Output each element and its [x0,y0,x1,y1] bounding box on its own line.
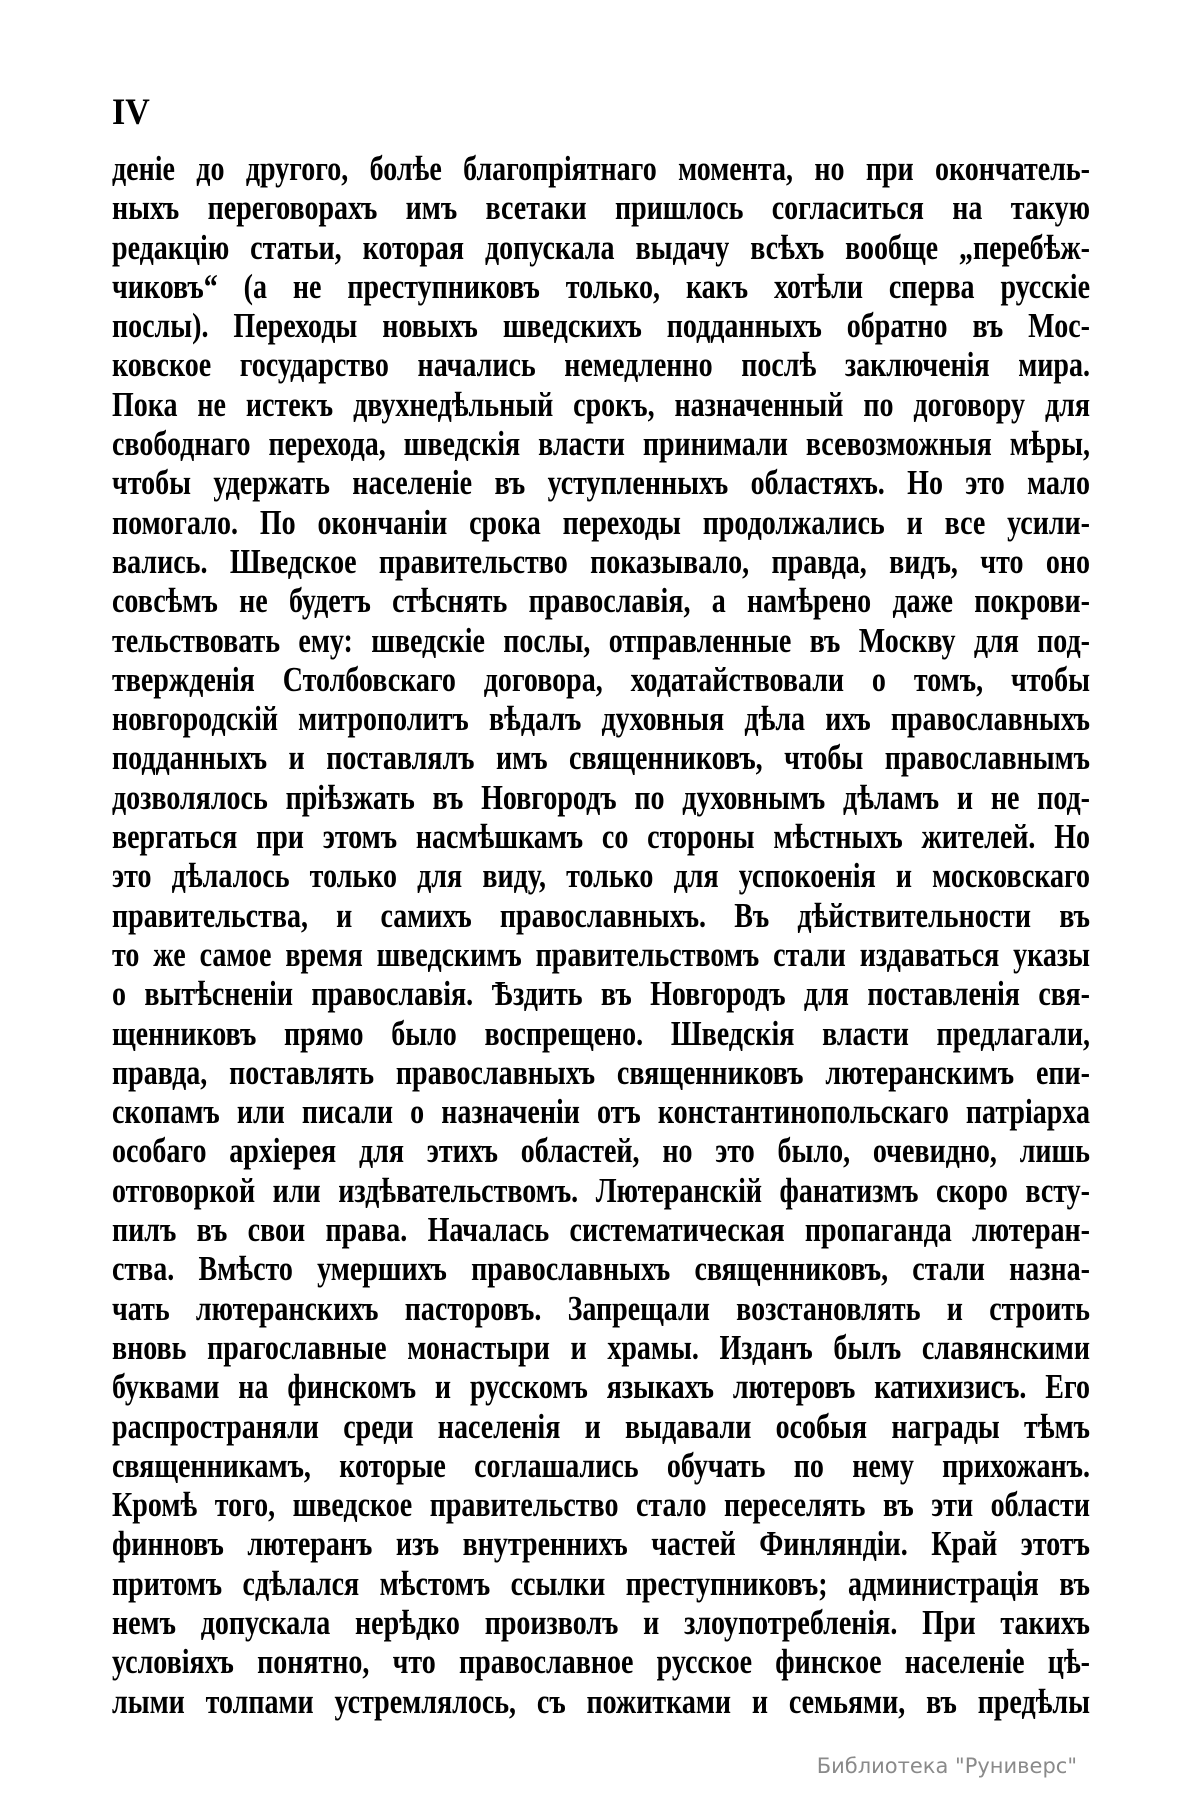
text-line: чтобы удержать населеніе въ уступленныхъ областяхъ. Но это мало [112,464,1090,504]
text-line: это дѣлалось только для виду, только для успокоенія и московскаго [112,857,1090,897]
text-line: ковское государство начались немедленно послѣ заключенія мира. [112,346,1090,386]
page-number: IV [112,92,150,133]
text-line: тельствовать ему: шведскіе послы, отправленные въ Москву для под- [112,621,1090,661]
text-line: особаго архіерея для этихъ областей, но это было, очевидно, лишь [112,1132,1090,1172]
text-line: ныхъ переговорахъ имъ всетаки пришлось согласиться на такую [112,189,1090,229]
library-watermark: Библиотека "Руниверс" [816,1754,1077,1778]
body-text [112,150,1090,1722]
text-line: лыми толпами устремлялось, съ пожитками и семьями, въ предѣлы [112,1682,1090,1722]
text-line: щенниковъ прямо было воспрещено. Шведскія власти предлагали, [112,1014,1090,1054]
text-line: притомъ сдѣлался мѣстомъ ссылки преступниковъ; администрація въ [112,1564,1090,1604]
text-line: правда, поставлять православныхъ священниковъ лютеранскимъ епи- [112,1053,1090,1093]
text-line: буквами на финскомъ и русскомъ языкахъ лютеровъ катихизисъ. Его [112,1368,1090,1408]
text-line: финновъ лютеранъ изъ внутреннихъ частей Финляндіи. Край этотъ [112,1525,1090,1565]
text-line: распространяли среди населенія и выдавали особыя награды тѣмъ [112,1407,1090,1447]
text-line: дозволялось пріѣзжать въ Новгородъ по духовнымъ дѣламъ и не под- [112,778,1090,818]
text-line: скопамъ или писали о назначеніи отъ константинопольскаго патріарха [112,1093,1090,1132]
text-line: чиковъ“ (а не преступниковъ только, какъ хотѣли сперва русскіе [112,267,1090,307]
text-line: вновь прагославные монастыри и храмы. Изданъ былъ славянскими [112,1328,1090,1368]
text-line: о вытѣсненіи православія. Ѣздить въ Новгородъ для поставленія свя- [112,975,1090,1015]
text-line: отговоркой или издѣвательствомъ. Лютеранскій фанатизмъ скоро всту- [112,1171,1090,1211]
text-line: вергаться при этомъ насмѣшкамъ со стороны мѣстныхъ жителей. Но [112,818,1090,857]
text-line: священникамъ, которые соглашались обучать по нему прихожанъ. [112,1446,1090,1486]
text-line: твержденія Столбовскаго договора, ходатайствовали о томъ, чтобы [112,660,1090,700]
text-line: редакцію статьи, которая допускала выдачу всѣхъ вообще „перебѣж- [112,228,1090,268]
text-line: то же самое время шведскимъ правительствомъ стали издаваться указы [112,936,1090,975]
text-line: подданныхъ и поставлялъ имъ священниковъ, чтобы православнымъ [112,739,1090,779]
text-line: ства. Вмѣсто умершихъ православныхъ священниковъ, стали назна- [112,1250,1090,1290]
text-line: деніе до другого, болѣе благопріятнаго момента, но при окончатель- [112,150,1090,189]
text-line: послы). Переходы новыхъ шведскихъ подданныхъ обратно въ Мос- [112,307,1090,347]
text-line: помогало. По окончаніи срока переходы продолжались и все усили- [112,503,1090,543]
text-line: новгородскій митрополитъ вѣдалъ духовныя дѣла ихъ православныхъ [112,700,1090,739]
text-line: совсѣмъ не будетъ стѣснять православія, а намѣрено даже покрови- [112,582,1090,622]
text-line: чать лютеранскихъ пасторовъ. Запрещали возстановлять и строить [112,1289,1090,1329]
text-line: Пока не истекъ двухнедѣльный срокъ, назначенный по договору для [112,385,1090,425]
text-line: условіяхъ понятно, что православное русское финское населеніе цѣ- [112,1643,1090,1683]
text-line: пилъ въ свои права. Началась систематическая пропаганда лютеран- [112,1211,1090,1250]
text-line: вались. Шведское правительство показывало, правда, видъ, что оно [112,543,1090,582]
text-line: немъ допускала нерѣдко произволъ и злоупотребленія. При такихъ [112,1604,1090,1643]
text-line: свободнаго перехода, шведскія власти принимали всевозможныя мѣры, [112,425,1090,464]
text-line: Кромѣ того, шведское правительство стало переселять въ эти области [112,1486,1090,1525]
text-line: правительства, и самихъ православныхъ. Въ дѣйствительности въ [112,896,1090,936]
